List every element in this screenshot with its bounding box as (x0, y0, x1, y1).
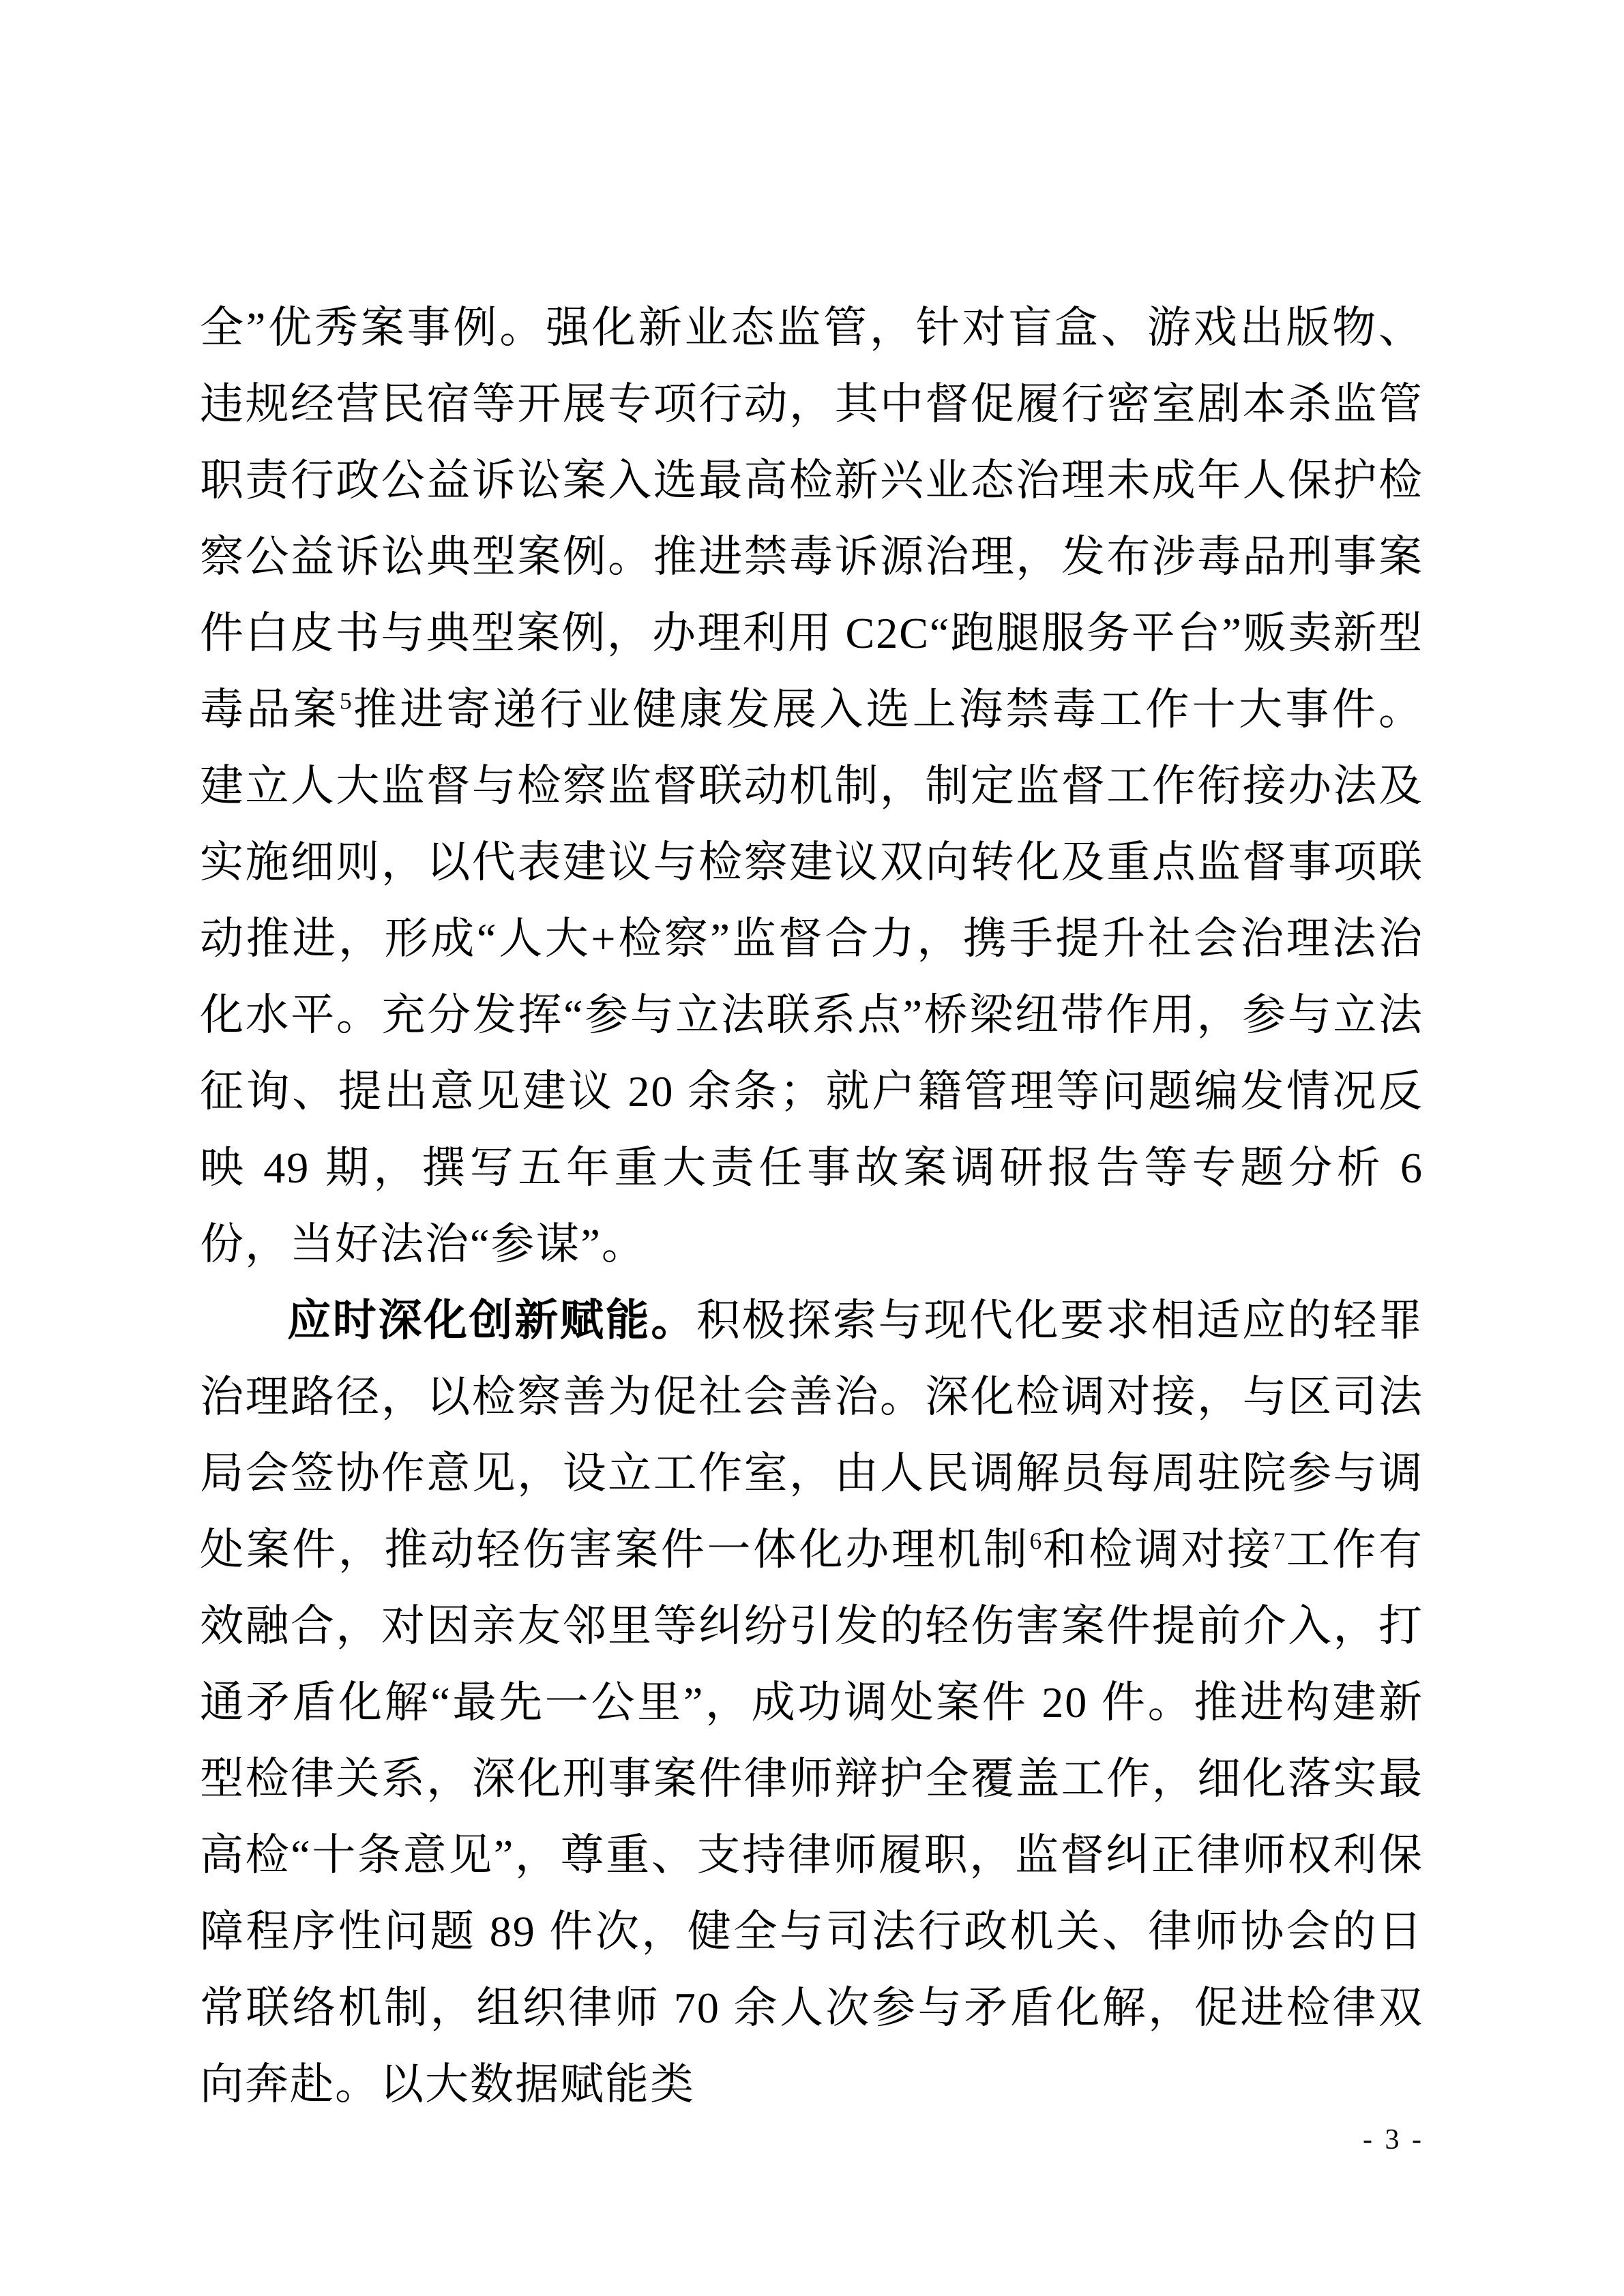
footnote-ref-6: 6 (1029, 1527, 1042, 1555)
body-text-run: 积极探索与现代化要求相适应的轻罪治理路径，以检察善为促社会善治。深化检调对接，与区司法局会签协作意见，设立工作室，由人民调解员每周驻院参与调处案件，推动轻伤害案件一体化办理机制 (200, 1296, 1423, 1574)
body-text-run: 全”优秀案事例。强化新业态监管，针对盲盒、游戏出版物、违规经营民宿等开展专项行动，其中督促履行密室剧本杀监管职责行政公益诉讼案入选最高检新兴业态治理未成年人保护检察公益诉讼典型案例。推进禁毒诉源治理，发布涉毒品刑事案件白皮书与典型案例，办理利用 C2C“跑腿服务平台”贩卖新型毒品案 (200, 303, 1423, 734)
body-text-run: 推进寄递行业健康发展入选上海禁毒工作十大事件。建立人大监督与检察监督联动机制，制定监督工作衔接办法及实施细则，以代表建议与检察建议双向转化及重点监督事项联动推进，形成“人大+检察”监督合力，携手提升社会治理法治化水平。充分发挥“参与立法联系点”桥梁纽带作用，参与立法征询、提出意见建议 20 余条；就户籍管理等问题编发情况反映 49 期，撰写五年重大责任事故案调研报告等专题分析 6 份，当好法治“参谋”。 (200, 685, 1424, 1268)
footnote-ref-5: 5 (339, 687, 352, 715)
body-text-run: 工作有效融合，对因亲友邻里等纠纷引发的轻伤害案件提前介入，打通矛盾化解“最先一公里”，成功调处案件 20 件。推进构建新型检律关系，深化刑事案件律师辩护全覆盖工作，细化落实最高检“十条意见”，尊重、支持律师履职，监督纠正律师权利保障程序性问题 89 件次，健全与司法行政机关、律师协会的日常联络机制，组织律师 70 余人次参与矛盾化解，促进检律双向奔赴。以大数据赋能类 (200, 1525, 1424, 2108)
paragraph-lead-bold: 应时深化创新赋能。 (287, 1296, 696, 1345)
body-text-run: 和检调对接 (1042, 1525, 1273, 1574)
page-number: - 3 - (1363, 2124, 1424, 2156)
report-body (200, 290, 1423, 2123)
footnote-ref-7: 7 (1273, 1527, 1286, 1555)
paragraph-continued (200, 290, 1423, 1283)
paragraph-innovation (200, 1283, 1423, 2123)
